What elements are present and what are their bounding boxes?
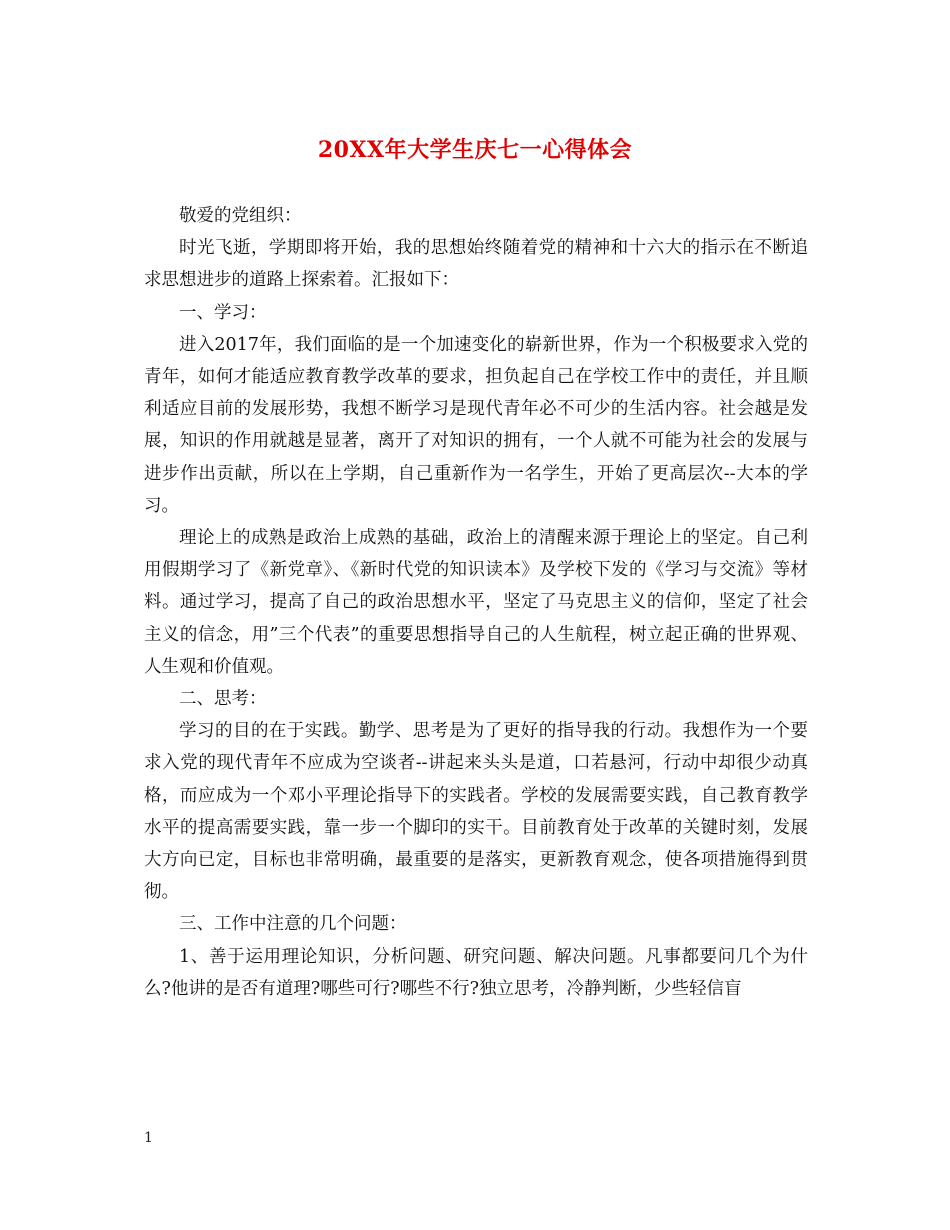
intro-paragraph: 时光飞逝，学期即将开始，我的思想始终随着党的精神和十六大的指示在不断追求思想进步的道路上探索着。汇报如下： [144,238,808,291]
salutation-paragraph: 敬爱的党组织： [179,206,302,226]
thinking-paragraph: 学习的目的在于实践。勤学、思考是为了更好的指导我的行动。我想作为一个要求入党的现代青年不应成为空谈者--讲起来头头是道，口若悬河，行动中却很少动真格，而应成为一个邓小平理论指导下的实践者。学校的发展需要实践，自己教育教学水平的提高需要实践，靠一步一个脚印的实干。目前教育处于改革的关键时刻，发展大方向已定，目标也非常明确，最重要的是落实，更新教育观念，使各项措施得到贯彻。 [144,721,808,903]
document-title: 20XX年大学生庆七一心得体会 [317,137,633,163]
page-number: 1 [144,1130,153,1146]
theory-paragraph: 理论上的成熟是政治上成熟的基础，政治上的清醒来源于理论上的坚定。自己利用假期学习了《新党章》、《新时代党的知识读本》及学校下发的《学习与交流》等材料。通过学习，提高了自己的政治思想水平，坚定了马克思主义的信仰，坚定了社会主义的信念，用”三个代表”的重要思想指导自己的人生航程，树立起正确的世界观、人生观和价值观。 [144,528,808,677]
section-heading-study: 一、学习： [179,302,267,323]
document-body [144,200,808,1005]
study-paragraph: 进入2017年，我们面临的是一个加速变化的崭新世界，作为一个积极要求入党的青年，如何才能适应教育教学改革的要求，担负起自己在学校工作中的责任，并且顺利适应目前的发展形势，我想不断学习是现代青年必不可少的生活内容。社会越是发展，知识的作用就越是显著，离开了对知识的拥有，一个人就不可能为社会的发展与进步作出贡献，所以在上学期，自己重新作为一名学生，开始了更高层次--大本的学习。 [144,334,808,516]
issues-item-1-paragraph: 1、善于运用理论知识，分析问题、研究问题、解决问题。凡事都要问几个为什么?他讲的是否有道理?哪些可行?哪些不行?独立思考，冷静判断，少些轻信盲 [144,946,808,999]
section-heading-thinking: 二、思考： [179,689,267,710]
section-heading-issues: 三、工作中注意的几个问题： [179,914,407,935]
